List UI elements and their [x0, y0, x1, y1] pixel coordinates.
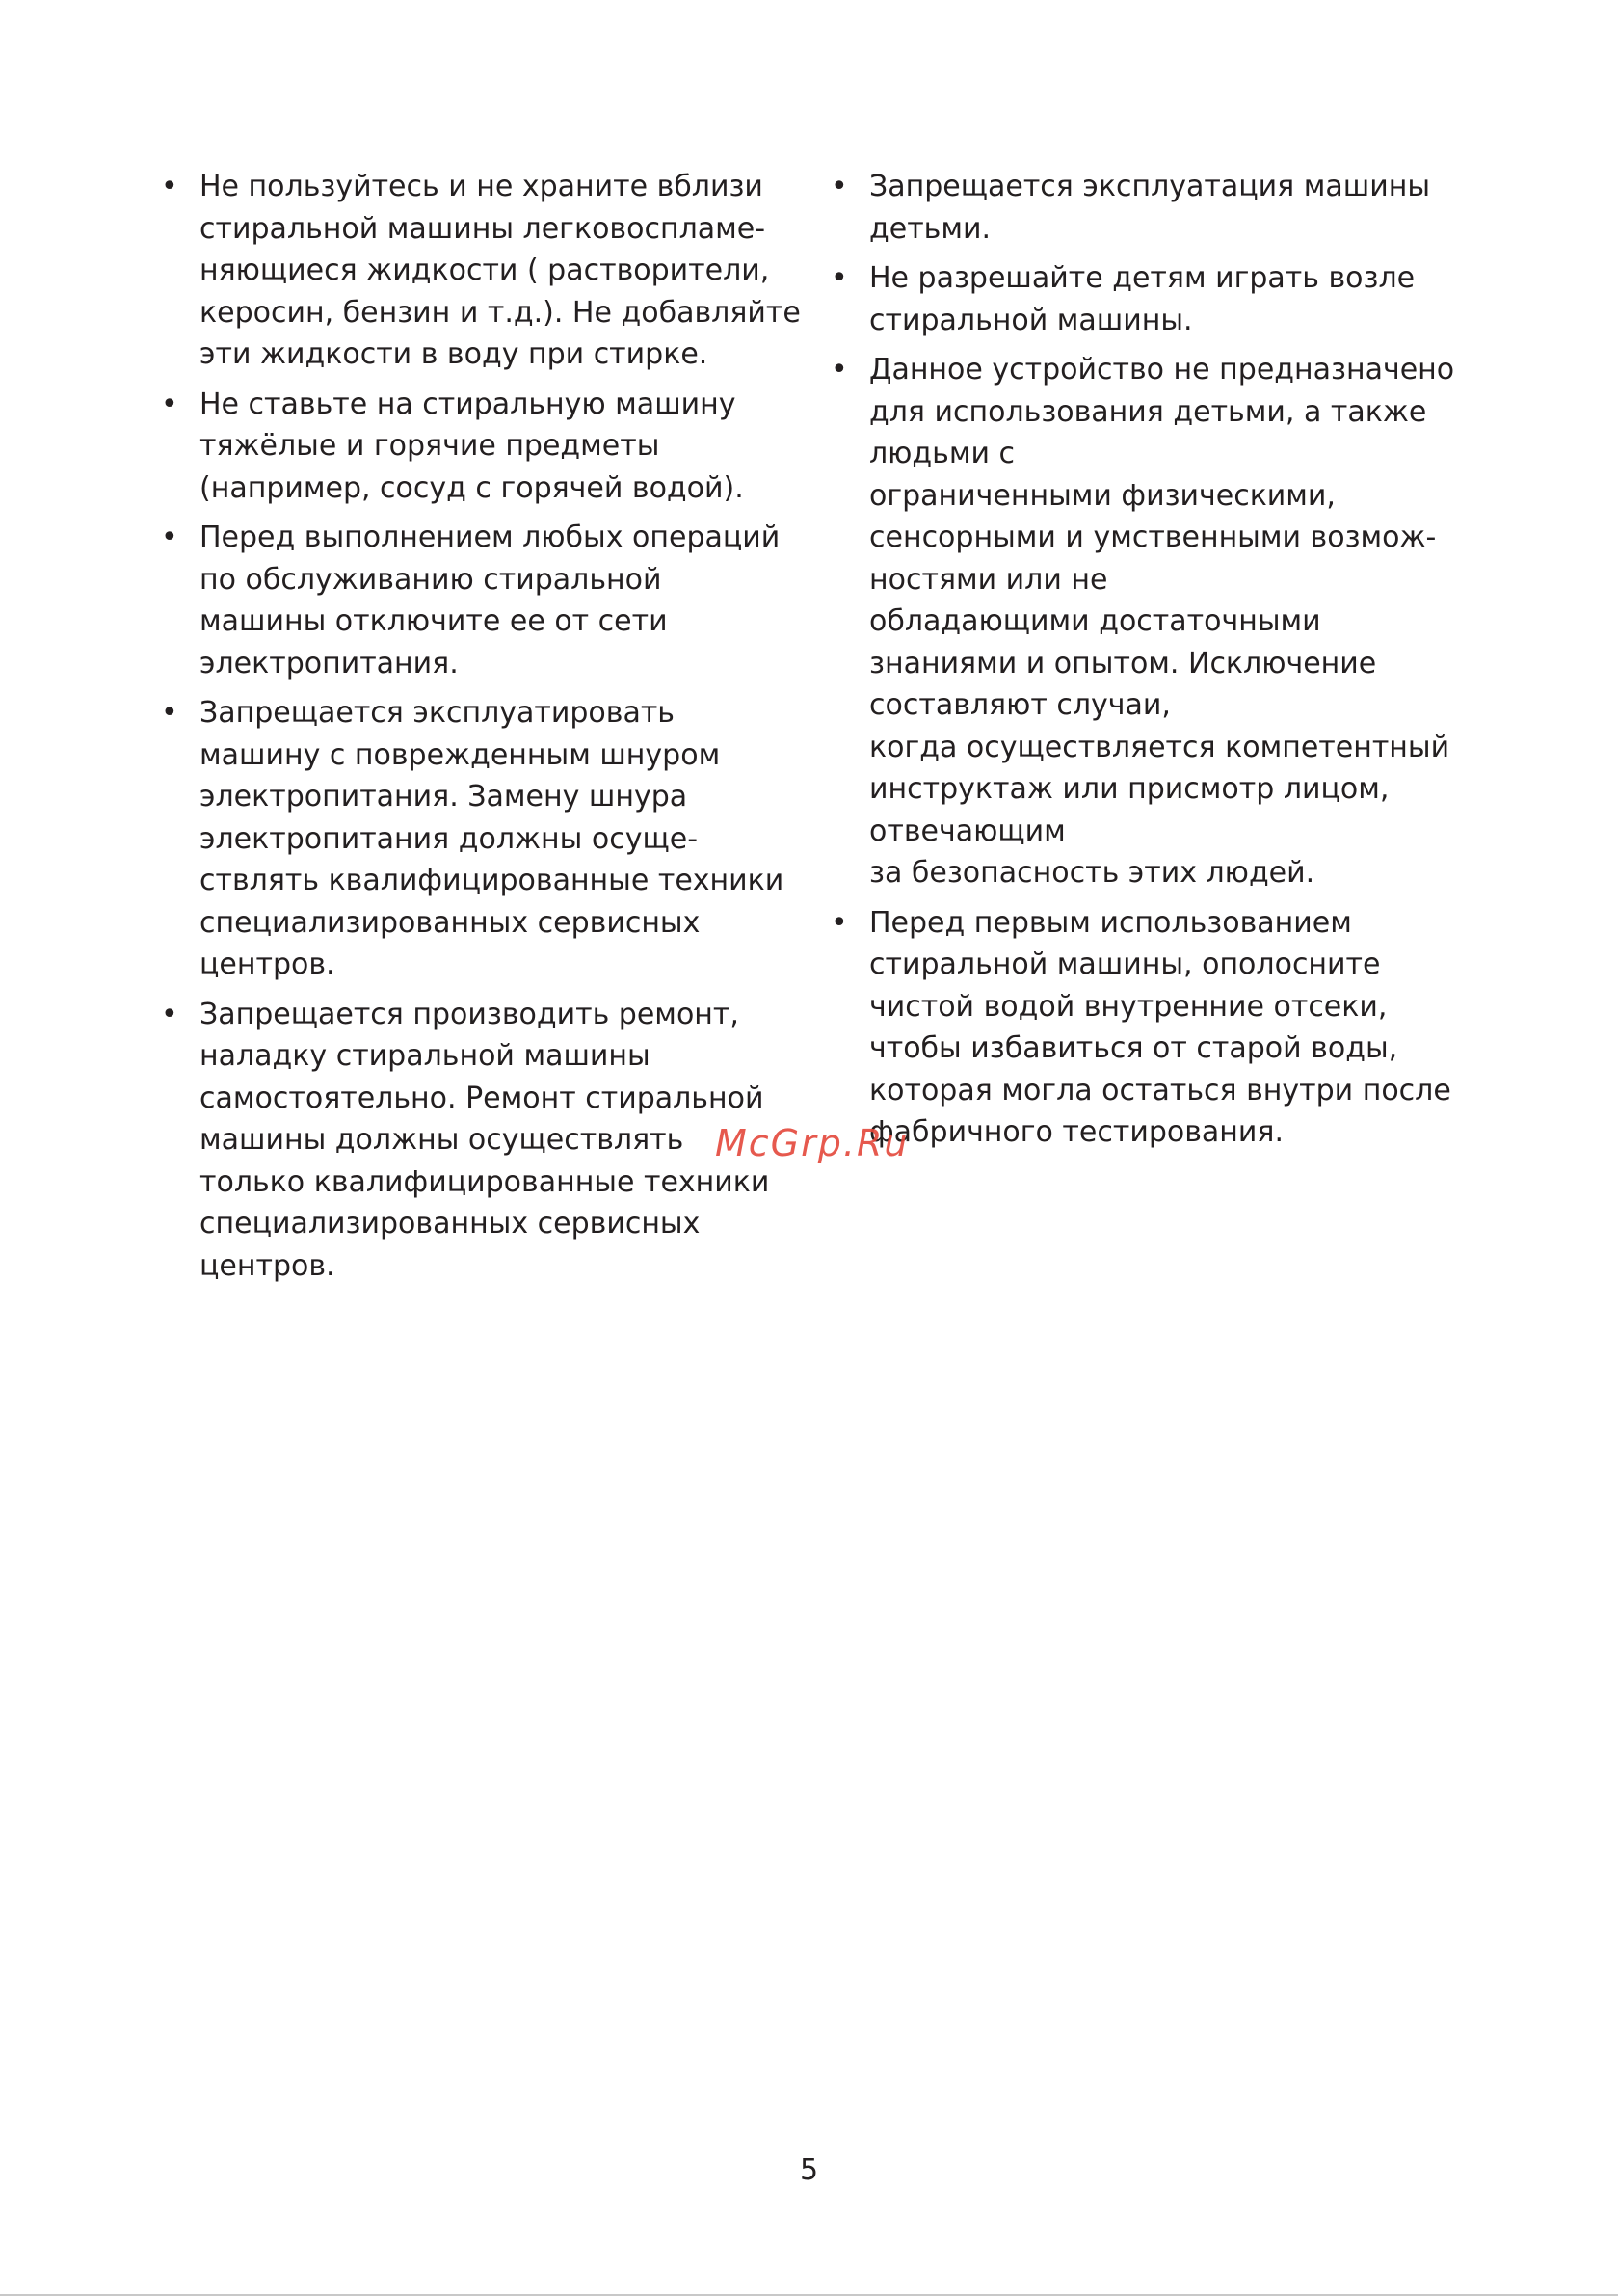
list-item — [828, 349, 1464, 894]
list-item-line: ограниченными физическими, — [869, 478, 1336, 513]
list-item-line: Данное устройство не предназначено — [869, 353, 1455, 387]
list-item — [158, 994, 794, 1288]
list-item-line: которая могла остаться внутри после — [869, 1073, 1451, 1108]
list-item-line: керосин, бензин и т.д.). Не добавляйте — [199, 295, 801, 330]
list-item-line: детьми. — [869, 211, 992, 246]
list-item-line: центров. — [199, 948, 335, 981]
list-item-line: инструктаж или присмотр лицом, — [869, 772, 1390, 806]
list-item-line: специализированных сервисных — [199, 905, 701, 940]
list-item-line: отвечающим — [869, 814, 1066, 848]
bullet-icon: • — [161, 521, 178, 554]
list-item-line: ствлять квалифицированные техники — [199, 864, 784, 897]
list-item-line: только квалифицированные техники — [199, 1164, 770, 1199]
list-item-line: обладающими достаточными — [869, 604, 1321, 638]
list-item-line: няющиеся жидкости ( растворители, — [199, 254, 770, 287]
bullet-icon: • — [831, 261, 848, 295]
list-item-line: машину с поврежденным шнуром — [199, 737, 721, 772]
list-item — [158, 166, 801, 376]
page-number: 5 — [799, 2153, 819, 2187]
list-item — [828, 902, 1464, 1154]
list-item — [158, 517, 794, 684]
list-item-line: чтобы избавиться от старой воды, — [869, 1031, 1398, 1065]
list-item-line: (например, сосуд с горячей водой). — [199, 470, 744, 505]
bullet-icon: • — [831, 905, 848, 940]
list-item-line: когда осуществляется компетентный — [869, 730, 1450, 764]
list-item-line: за безопасность этих людей. — [869, 856, 1315, 890]
list-item-line: Не ставьте на стиральную машину — [199, 387, 736, 421]
list-item-line: Не пользуйтесь и не храните вблизи — [199, 170, 763, 203]
list-item-line: стиральной машины легковоспламе- — [199, 211, 766, 246]
bullet-icon: • — [161, 696, 178, 730]
list-item-line: чистой водой внутренние отсеки, — [869, 989, 1388, 1024]
list-item-line: машины отключите ее от сети — [199, 604, 668, 638]
list-item-line: стиральной машины. — [869, 303, 1193, 337]
list-item — [828, 166, 1464, 250]
list-item-line: специализированных сервисных — [199, 1207, 701, 1241]
list-item-line: знаниями и опытом. Исключение — [869, 646, 1377, 681]
list-item — [158, 692, 794, 986]
list-item-line: электропитания. — [199, 646, 459, 681]
bullet-icon: • — [161, 387, 178, 421]
bullet-icon: • — [161, 997, 178, 1031]
list-item-line: составляют случаи, — [869, 688, 1171, 722]
list-item-line: сенсорными и умственными возмож- — [869, 521, 1437, 554]
list-item-line: электропитания. Замену шнура — [199, 780, 688, 814]
right-column — [828, 166, 1464, 1161]
list-item-line: электропитания должны осуще- — [199, 821, 699, 856]
list-item-line: для использования детьми, а также — [869, 394, 1427, 429]
list-item-line: фабричного тестирования. — [869, 1115, 1284, 1149]
list-item-line: наладку стиральной машины — [199, 1039, 650, 1073]
list-item-line: центров. — [199, 1248, 335, 1283]
list-item-line: тяжёлые и горячие предметы — [199, 429, 660, 463]
list-item-line: ностями или не — [869, 562, 1108, 597]
list-item — [828, 257, 1464, 341]
list-item — [158, 384, 794, 510]
list-item-line: людьми с — [869, 437, 1016, 470]
watermark: McGrp.Ru — [715, 1122, 910, 1164]
list-item-line: стиральной машины, ополосните — [869, 948, 1381, 981]
list-item-line: Запрещается производить ремонт, — [199, 997, 739, 1031]
list-item-line: Не разрешайте детям играть возле — [869, 261, 1416, 295]
left-column — [158, 166, 801, 1295]
list-item-line: Запрещается эксплуатировать — [199, 696, 675, 730]
list-item-line: машины должны осуществлять — [199, 1123, 684, 1157]
list-item-line: Перед выполнением любых операций — [199, 521, 781, 554]
bullet-icon: • — [161, 170, 178, 203]
bullet-icon: • — [831, 170, 848, 203]
list-item-line: самостоятельно. Ремонт стиральной — [199, 1081, 764, 1115]
list-item-line: Перед первым использованием — [869, 905, 1352, 940]
list-item-line: Запрещается эксплуатация машины — [869, 170, 1431, 203]
list-item-line: эти жидкости в воду при стирке. — [199, 337, 708, 371]
bullet-icon: • — [831, 353, 848, 387]
list-item-line: по обслуживанию стиральной — [199, 562, 662, 597]
